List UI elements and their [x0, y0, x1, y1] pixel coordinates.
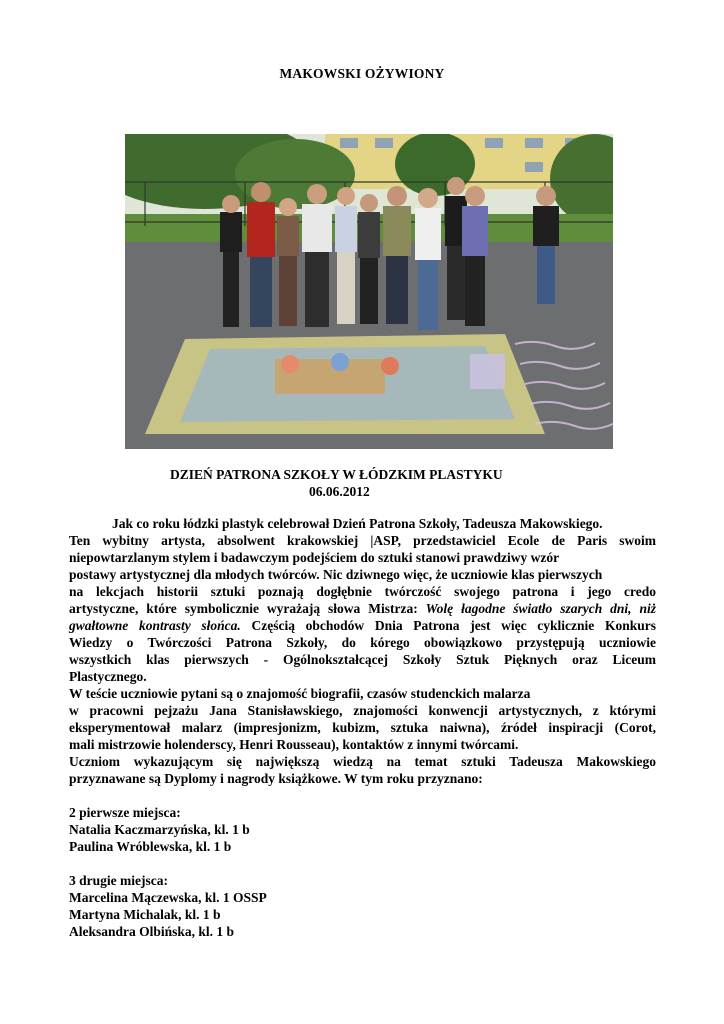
award-winner: Natalia Kaczmarzyńska, kl. 1 b	[69, 822, 250, 837]
paragraph-line: postawy artystycznej dla młodych twórców. Nic dziwnego więc, że uczniowie klas pierwszych	[69, 567, 603, 582]
paragraph-line: przyznawane są Dyplomy i nagrody książkowe. W tym roku przyznano:	[69, 771, 483, 786]
paragraph-line: wszystkich klas pierwszych - Ogólnokształcącej Szkoły Sztuk Pięknych oraz Liceum	[69, 652, 656, 667]
award-winner: Paulina Wróblewska, kl. 1 b	[69, 839, 232, 854]
paragraph-line: niepowtarzlanym stylem i badawczym podejściem do sztuki stanowi prawdziwy wzór	[69, 550, 560, 565]
quote-text: gwałtowne kontrasty słońca.	[69, 618, 241, 633]
awards-second-heading: 3 drugie miejsca:	[69, 873, 168, 888]
paragraph-line: eksperymentował malarz (impresjonizm, kubizm, sztuka naiwna), źródeł inspiracji (Corot,	[69, 720, 656, 735]
group-photo	[125, 134, 613, 449]
event-title: DZIEŃ PATRONA SZKOŁY W ŁÓDZKIM PLASTYKU	[170, 467, 503, 482]
paragraph-line: Wiedzy o Twórczości Patrona Szkoły, do kórego obowiązkowo przystępują uczniowie	[69, 635, 656, 650]
event-date: 06.06.2012	[309, 484, 370, 499]
text-segment: Częścią obchodów Dnia Patrona jest więc cyklicznie Konkurs	[240, 618, 656, 633]
article-body	[69, 515, 656, 940]
paragraph-line	[69, 617, 656, 634]
award-winner: Aleksandra Olbińska, kl. 1 b	[69, 924, 235, 939]
awards-first-heading: 2 pierwsze miejsca:	[69, 805, 181, 820]
quote-text: Wolę łagodne światło szarych dni, niż	[425, 601, 656, 616]
paragraph-line: Plastycznego.	[69, 669, 147, 684]
paragraph-line: W teście uczniowie pytani są o znajomość biografii, czasów studenckich malarza	[69, 686, 531, 701]
paragraph-line: na lekcjach historii sztuki poznają dogłębnie twórczość swojego patrona i jego credo	[69, 584, 656, 599]
paragraph-line: Ten wybitny artysta, absolwent krakowskiej |ASP, przedstawiciel Ecole de Paris swoim	[69, 533, 656, 548]
paragraph-line	[69, 600, 656, 617]
paragraph-line: Uczniom wykazującym się największą wiedzą na temat sztuki Tadeusza Makowskiego	[69, 754, 656, 769]
photo-illustration	[125, 134, 613, 449]
paragraph-line: Jak co roku łódzki plastyk celebrował Dzień Patrona Szkoły, Tadeusza Makowskiego.	[112, 516, 603, 531]
award-winner: Martyna Michalak, kl. 1 b	[69, 907, 221, 922]
award-winner: Marcelina Mączewska, kl. 1 OSSP	[69, 890, 267, 905]
paragraph-line: w pracowni pejzażu Jana Stanisławskiego, znajomości konwencji artystycznych, z którymi	[69, 703, 656, 718]
paragraph-line: mali mistrzowie holenderscy, Henri Rousseau), kontaktów z innymi twórcami.	[69, 737, 519, 752]
text-segment: artystyczne, które symbolicznie wyrażają słowa Mistrza:	[69, 601, 426, 616]
page-title: MAKOWSKI OŻYWIONY	[279, 66, 445, 81]
